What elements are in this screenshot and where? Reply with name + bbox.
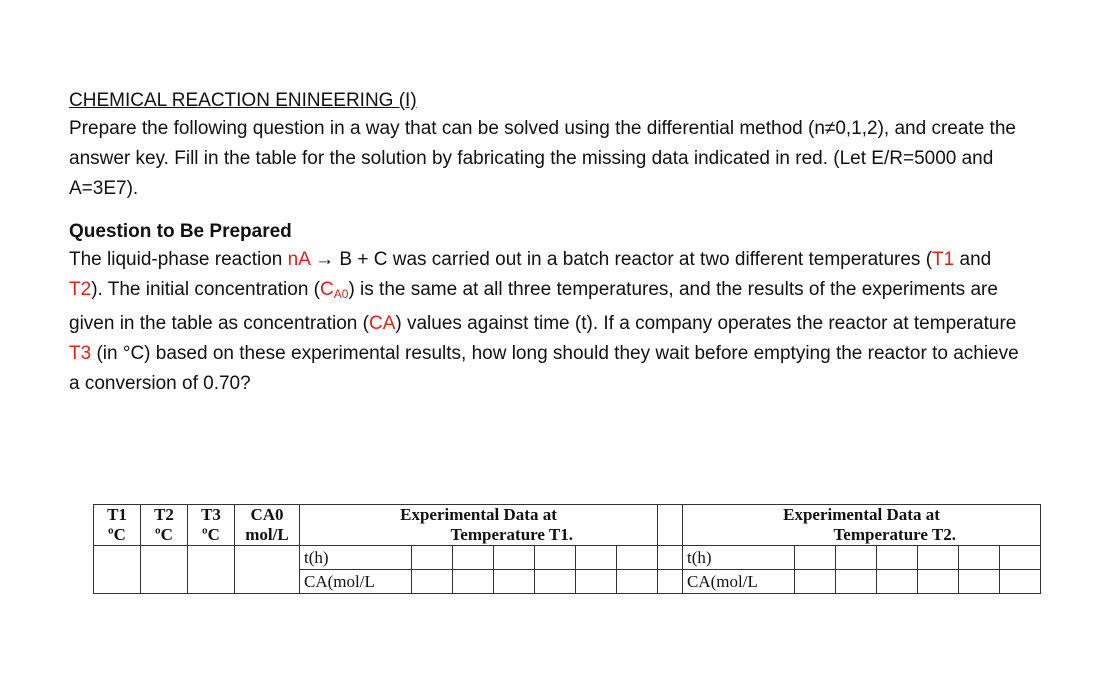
question-text: and [954, 249, 992, 270]
page-title: CHEMICAL REACTION ENINEERING (I) [69, 90, 417, 111]
ca-cell[interactable] [453, 570, 494, 594]
question-text: ) values against time (t). If a company operates the reactor at temperature [395, 313, 1017, 334]
exp2-line2: Temperature T2. [833, 525, 956, 544]
exp2-line1: Experimental Data at [783, 505, 940, 524]
time-cell[interactable] [836, 546, 877, 570]
ca-cell[interactable] [795, 570, 836, 594]
section-heading: Question to Be Prepared [69, 221, 292, 242]
t2-label: T2 [154, 505, 174, 524]
time-cell[interactable] [412, 546, 453, 570]
red-t1: T1 [932, 249, 955, 270]
time-cell[interactable] [1000, 546, 1041, 570]
ca0-value-cell[interactable] [235, 546, 300, 594]
document-body [69, 88, 1029, 399]
exp1-line1: Experimental Data at [400, 505, 557, 524]
ca0-unit: mol/L [245, 525, 289, 544]
time-cell[interactable] [453, 546, 494, 570]
t2-value-cell[interactable] [141, 546, 188, 594]
gap-cell [658, 570, 683, 594]
question-text: The liquid-phase reaction [69, 249, 288, 270]
ca-cell[interactable] [576, 570, 617, 594]
question-text: (in °C) based on these experimental results, how long should they wait before emptying the reactor to achieve a conversion of 0.70? [69, 343, 1019, 394]
question-text: ) is the same at all three temperatures, and the results of the experiments are given in the table as concentration ( [69, 279, 998, 334]
ca-cell[interactable] [617, 570, 658, 594]
row-label-ca-t2: CA(mol/L [683, 570, 795, 594]
time-cell[interactable] [617, 546, 658, 570]
t1-unit: ºC [108, 525, 126, 544]
question-text: → B + C was carried out in a batch reactor at two different temperatures ( [309, 249, 933, 270]
ca-cell[interactable] [1000, 570, 1041, 594]
red-ca0 [320, 279, 348, 300]
time-cell[interactable] [795, 546, 836, 570]
data-table [93, 504, 1041, 594]
red-t2: T2 [69, 279, 92, 300]
header-exp-t1 [300, 505, 658, 546]
ca-cell[interactable] [959, 570, 1000, 594]
t1-value-cell[interactable] [94, 546, 141, 594]
red-n: nA [287, 249, 310, 270]
gap-cell [658, 546, 683, 570]
ca0-label: CA0 [250, 505, 284, 524]
header-t1 [94, 505, 141, 546]
time-cell[interactable] [535, 546, 576, 570]
exp1-line2: Temperature T1. [450, 525, 573, 544]
time-cell[interactable] [959, 546, 1000, 570]
ca-cell[interactable] [877, 570, 918, 594]
table-row-time [94, 546, 1041, 570]
header-t2 [141, 505, 188, 546]
ca-cell[interactable] [836, 570, 877, 594]
time-cell[interactable] [918, 546, 959, 570]
row-label-time-t1: t(h) [300, 546, 412, 570]
time-cell[interactable] [494, 546, 535, 570]
header-ca0 [235, 505, 300, 546]
ca-cell[interactable] [412, 570, 453, 594]
red-t3: T3 [69, 343, 92, 364]
time-cell[interactable] [877, 546, 918, 570]
header-gap [658, 505, 683, 546]
time-cell[interactable] [576, 546, 617, 570]
red-ca: CA [368, 313, 396, 334]
row-label-time-t2: t(h) [683, 546, 795, 570]
row-label-ca-t1: CA(mol/L [300, 570, 412, 594]
t3-value-cell[interactable] [188, 546, 235, 594]
question-paragraph [69, 245, 1029, 399]
t3-unit: ºC [202, 525, 220, 544]
t1-label: T1 [107, 505, 127, 524]
header-exp-t2 [683, 505, 1041, 546]
ca-cell[interactable] [494, 570, 535, 594]
ca-cell[interactable] [535, 570, 576, 594]
question-text: ). The initial concentration ( [91, 279, 321, 300]
ca-cell[interactable] [918, 570, 959, 594]
red-ca0-c: C [320, 279, 334, 300]
header-t3 [188, 505, 235, 546]
instructions-paragraph: Prepare the following question in a way that can be solved using the differential method (n≠0,1,2), and create the answer key. Fill in the table for the solution by fabricating the missing data indicated in red. (Let E/R=5000 and A=3E7). [69, 118, 1016, 199]
t2-unit: ºC [155, 525, 173, 544]
red-ca0-subscript: A0 [333, 287, 349, 301]
t3-label: T3 [201, 505, 221, 524]
